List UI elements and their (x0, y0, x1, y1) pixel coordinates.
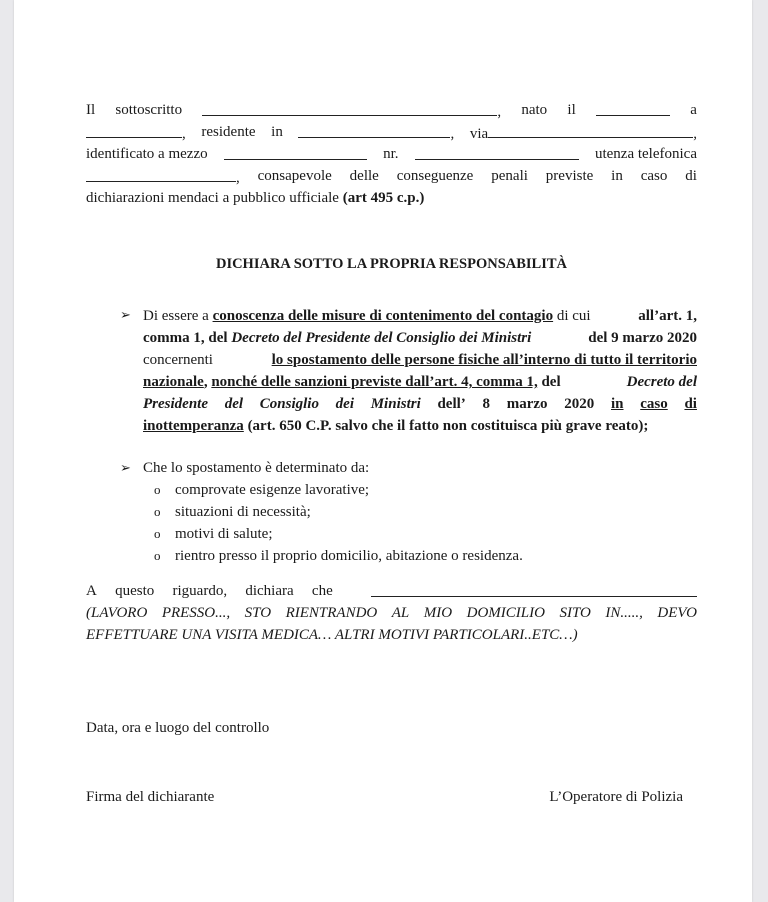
bullet-1-row-4 (143, 373, 697, 391)
text: conoscenza delle misure di contenimento del contagio (212, 308, 554, 324)
text: , (497, 104, 502, 120)
text: consapevole (257, 168, 332, 184)
text: nazionale (143, 374, 204, 390)
circle-bullet-icon: o (154, 504, 161, 519)
text: , (693, 126, 697, 142)
text: in (271, 124, 283, 140)
document-page (14, 0, 752, 902)
intro-line-1 (86, 101, 697, 121)
text: AL (391, 605, 410, 621)
text: nr. (383, 146, 399, 162)
text: del (224, 396, 244, 412)
text: 2020 (564, 396, 595, 412)
reason-option: rientro presso il proprio domicilio, abitazione o residenza. (175, 548, 523, 564)
phone-blank[interactable] (86, 167, 236, 182)
text: Decreto del Presidente del Consiglio dei Ministri (231, 330, 532, 346)
bullet-2-lead: Che lo spostamento è determinato da: (143, 460, 370, 476)
reason-option: motivi di salute; (175, 526, 273, 542)
text: conseguenze (396, 168, 474, 184)
circle-bullet-icon: o (154, 526, 161, 541)
bullet-1-row-6 (143, 417, 697, 435)
intro-line-2 (86, 123, 697, 143)
text: il (567, 102, 576, 118)
text: dichiara (245, 583, 294, 599)
regard-line-1 (86, 582, 697, 600)
text: concernenti (143, 352, 213, 368)
text: del (537, 374, 561, 390)
text: riguardo, (172, 583, 228, 599)
text: (art. 650 C.P. salvo che il fatto non costituisca più grave reato); (243, 418, 649, 434)
text: , (203, 374, 212, 390)
text: Di essere a (143, 308, 213, 324)
text: via (469, 126, 489, 142)
text: DEVO (657, 605, 697, 621)
reason-option: comprovate esigenze lavorative; (175, 482, 370, 498)
text: previste (545, 168, 594, 184)
text: dell’ (437, 396, 466, 412)
text: , (182, 126, 186, 142)
residence-blank[interactable] (298, 123, 450, 138)
text: , (450, 126, 455, 142)
bullet-1-row-2 (143, 329, 697, 347)
text: marzo (506, 396, 548, 412)
text: caso (640, 396, 668, 412)
street-blank[interactable] (488, 123, 693, 138)
text: del 9 marzo 2020 (588, 330, 697, 346)
intro-line-5 (86, 189, 697, 207)
text: comma 1, del (143, 330, 232, 346)
circle-bullet-icon: o (154, 482, 161, 497)
intro-line-3 (86, 145, 697, 163)
regard-line-3 (86, 626, 697, 644)
text: IN....., (605, 605, 643, 621)
text: SITO (559, 605, 591, 621)
bullet-1-row-5 (143, 395, 697, 413)
birth-date-blank[interactable] (596, 101, 670, 116)
reason-option: situazioni di necessità; (175, 504, 311, 520)
text: DOMICILIO (466, 605, 545, 621)
text: utenza telefonica (594, 146, 697, 162)
name-blank[interactable] (202, 101, 497, 116)
text: di cui (553, 308, 591, 324)
text: in (611, 396, 624, 412)
text: questo (115, 583, 155, 599)
bullet-1-row-1 (143, 307, 697, 325)
text: lo spostamento delle persone fisiche all’interno di tutto il territorio (271, 352, 697, 368)
article-reference: (art 495 c.p.) (342, 190, 425, 206)
text: di (685, 168, 697, 184)
id-document-blank[interactable] (224, 145, 367, 160)
text: Decreto del (626, 374, 697, 390)
text: MIO (423, 605, 453, 621)
text: all’art. 1, (638, 308, 697, 324)
text: caso (640, 168, 668, 184)
signature-label: Firma del dichiarante (86, 789, 215, 805)
date-place-label: Data, ora e luogo del controllo (86, 720, 270, 736)
text: a (690, 102, 697, 118)
text: residente (201, 124, 256, 140)
text: sottoscritto (115, 102, 183, 118)
intro-line-4 (86, 167, 697, 187)
bullet-1-row-3 (143, 351, 697, 369)
text: penali (491, 168, 528, 184)
circle-bullet-icon: o (154, 548, 161, 563)
document-number-blank[interactable] (415, 145, 579, 160)
text: PRESSO..., (161, 605, 231, 621)
text: nonché delle sanzioni previste dall’art. 4, comma 1, (211, 374, 538, 390)
officer-label: L’Operatore di Polizia (549, 789, 683, 805)
text: di (684, 396, 697, 412)
text: EFFETTUARE UNA VISITA MEDICA… ALTRI MOTIVI PARTICOLARI..ETC…) (86, 627, 578, 643)
text: Consiglio (259, 396, 319, 412)
arrow-bullet-icon: ➢ (120, 307, 131, 322)
arrow-bullet-icon: ➢ (120, 460, 131, 475)
text: in (611, 168, 623, 184)
text: nato (521, 102, 548, 118)
text: STO (244, 605, 272, 621)
text: 8 (482, 396, 491, 412)
text: Il (86, 102, 96, 118)
text: dichiarazioni mendaci a pubblico ufficiale (86, 190, 343, 206)
birthplace-blank[interactable] (86, 123, 182, 138)
text: Ministri (370, 396, 421, 412)
text: delle (349, 168, 379, 184)
declaration-heading: DICHIARA SOTTO LA PROPRIA RESPONSABILITÀ (215, 256, 568, 272)
text: A (86, 583, 97, 599)
text: , (236, 170, 240, 186)
text: inottemperanza (143, 418, 244, 434)
text: RIENTRANDO (285, 605, 378, 621)
text: identificato a mezzo (86, 146, 208, 162)
text: (LAVORO (86, 605, 148, 621)
text: che (311, 583, 333, 599)
regard-line-2 (86, 604, 697, 622)
reason-blank[interactable] (371, 582, 697, 597)
text: Presidente (143, 396, 208, 412)
text: dei (335, 396, 354, 412)
